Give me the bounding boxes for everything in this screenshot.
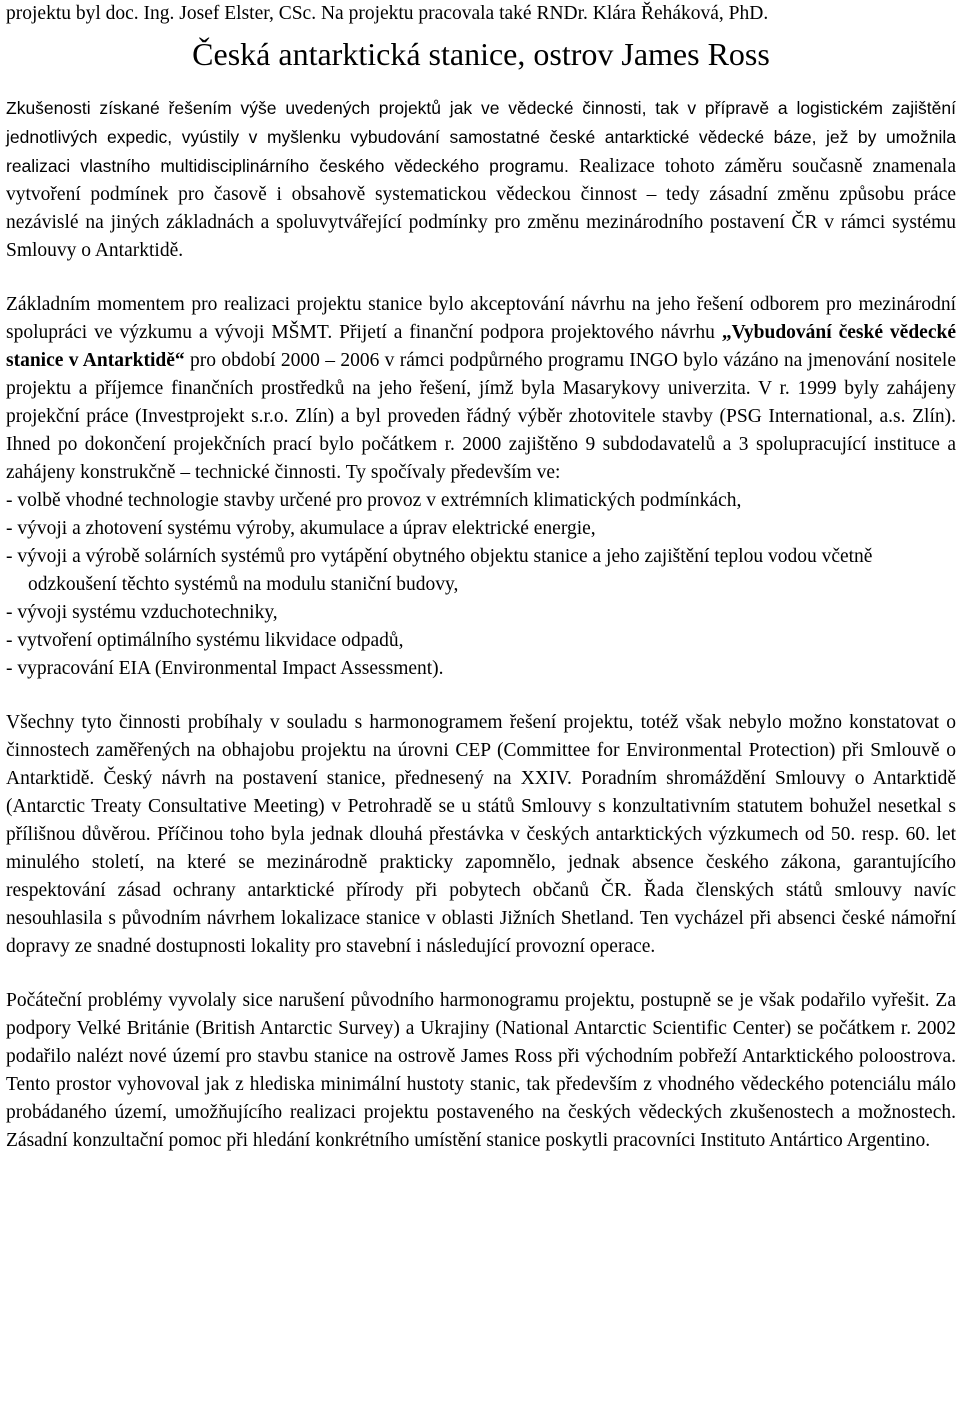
paragraph-3: Všechny tyto činnosti probíhaly v souladu s harmonogramem řešení projektu, totéž však nebylo možno konstatovat o činnostech zaměřených na obhajobu projektu na úrovni CEP (Committee for Environmental Protection) při Smlouvě o Antarktidě. Český návrh na postavení stanice, přednesený na XXIV. Poradním shromáždění Smlouvy o Antarktidě (Antarctic Treaty Consultative Meeting) v Petrohradě se u států Smlouvy s konzultativním statutem bohužel nesetkal s přílišnou důvěrou. Příčinou toho byla jednak dlouhá přestávka v českých antarktických výzkumech od 50. resp. 60. let minulého století, na které se mezinárodně prakticky zapomnělo, jednak absence českého zákona, garantujícího respektování zásad ochrany antarktické přírody při pobytech občanů ČR. Řada členských států smlouvy navíc nesouhlasila s původním návrhem lokalizace stanice v oblasti Jižních Shetland. Ten vycházel při absenci české námořní dopravy ze snadné dostupnosti lokality pro stavební i následující provozní operace. [6,712,956,957]
paragraph-1-serif-text: Realizace tohoto záměru současně znamenala vytvoření podmínek pro časově i obsahově systematickou vědeckou činnost – tedy zásadní změnu způsobu práce nezávislé na jiných základnách a spoluvytvářející podmínky pro změnu mezinárodního postavení ČR v rámci systému Smlouvy o Antarktidě. [6,156,956,261]
list-item: - vývoji systému vzduchotechniky, [6,602,278,623]
paragraph-2 [6,291,956,487]
paragraph-4: Počáteční problémy vyvolaly sice narušení původního harmonogramu projektu, postupně se je však podařilo vyřešit. Za podpory Velké Británie (British Antarctic Survey) a Ukrajiny (National Antarctic Scientific Center) se počátkem r. 2002 podařilo nalézt nové území pro stavbu stanice na ostrově James Ross při východním pobřeží Antarktického poloostrova. Tento prostor vyhovoval jak z hlediska minimální hustoty stanic, tak především z vhodného vědeckého potenciálu málo probádaného území, umožňujícího realizaci projektu postaveného na českých vědeckých zkušenostech a možnostech. Zásadní konzultační pomoc při hledání konkrétního umístění stanice poskytli pracovníci Instituto Antártico Argentino. [6,990,956,1151]
paragraph-2-text-after: pro období 2000 – 2006 v rámci podpůrného programu INGO bylo vázáno na jmenování nositele projektu a příjemce finančních prostředků na jeho řešení, jímž byla Masarykovy univerzita. V r. 1999 byly zahájeny projekční práce (Investprojekt s.r.o. Zlín) a byl proveden řádný výběr zhotovitele stavby (PSG International, a.s. Zlín). Ihned po dokončení projekčních prací bylo počátkem r. 2000 zajištěno 9 subdodavatelů a 3 spolupracující instituce a zahájeny konstrukčně – technické činnosti. Ty spočívaly především ve: [6,350,956,483]
list-item: - vývoji a výrobě solárních systémů pro vytápění obytného objektu stanice a jeho zajištění teplou vodou včetně odzkoušení těchto systémů na modulu staniční budovy, [6,546,873,595]
list-item: - vytvoření optimálního systému likvidace odpadů, [6,630,404,651]
paragraph-1 [6,94,956,265]
paragraph-1-sans-text: Zkušenosti získané řešením výše uvedených projektů jak ve vědecké činnosti, tak v přípravě a logistickém zajištění jednotlivých expedic, vyústily v myšlenku vybudování samostatné české antarktické vědecké báze, jež by umožnila realizaci vlastního multidisciplinárního českého vědeckého programu. [6,98,956,176]
list-item: - vypracování EIA (Environmental Impact Assessment). [6,658,444,679]
document-page [6,0,956,1155]
list-item: - volbě vhodné technologie stavby určené pro provoz v extrémních klimatických podmínkách, [6,490,742,511]
paragraph-2-text-before: Základním momentem pro realizaci projektu stanice bylo akceptování návrhu na jeho řešení odborem pro mezinárodní spolupráci ve výzkumu a vývoji MŠMT. Přijetí a finanční podpora projektového návrhu [6,294,956,343]
project-title-bold: „Vybudování české vědecké stanice v Antarktidě“ [6,322,956,371]
section-heading: Česká antarktická stanice, ostrov James Ross [192,36,770,72]
activities-list [6,487,956,683]
list-item: - vývoji a zhotovení systému výroby, akumulace a úprav elektrické energie, [6,518,596,539]
intro-line: projektu byl doc. Ing. Josef Elster, CSc. Na projektu pracovala také RNDr. Klára Řeháková, PhD. [6,3,769,24]
